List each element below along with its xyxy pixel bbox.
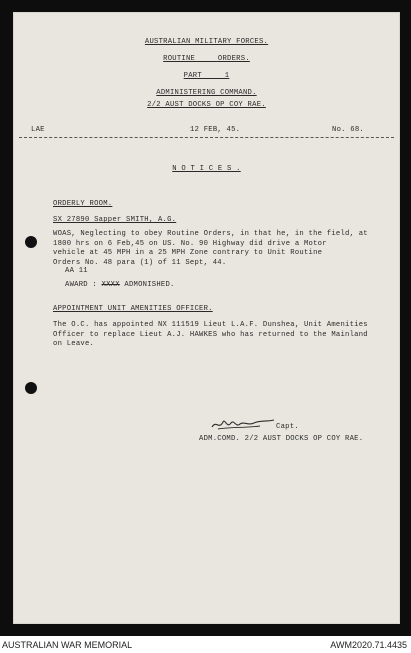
header-line-2: ROUTINE ORDERS. (163, 55, 250, 63)
notices-title: N O T I C E S . (172, 165, 241, 173)
signature-rank: Capt. (276, 423, 299, 431)
header-line-3: PART 1 (183, 72, 230, 80)
document-page (13, 12, 400, 624)
reference-code: AA 11 (65, 267, 88, 275)
section-heading-appointment: APPOINTMENT UNIT AMENITIES OFFICER. (53, 305, 213, 313)
appointment-text: The O.C. has appointed NX 111519 Lieut L.A.F. Dunshea, Unit Amenities Officer to replace Lieut A.J. HAWKES who has returned to the Mainland on Leave. (53, 321, 368, 348)
footer-institution: AUSTRALIAN WAR MEMORIAL (2, 640, 133, 650)
punch-hole-top (25, 236, 37, 248)
punch-hole-bottom (25, 382, 37, 394)
footer-accession-number: AWM2020.71.4435 (330, 640, 407, 650)
award-line (65, 281, 175, 291)
award-label: AWARD : (65, 281, 97, 289)
award-struck: XXXX (101, 281, 120, 289)
signature-title: ADM.COMD. 2/2 AUST DOCKS OP COY RAE. (199, 435, 364, 443)
footer-bar (0, 636, 411, 653)
order-date: 12 FEB, 45. (190, 126, 241, 134)
charge-text: WOAS, Neglecting to obey Routine Orders, in that he, in the field, at 1800 hrs on 6 Feb,45 on US. No. 90 Highway did drive a Motor vehicle at 45 MPH in a 25 MPH Zone contrary to Unit Routine Orders No. 48 para (1) of 11 Sept, 44. (53, 230, 368, 267)
location: LAE (31, 126, 45, 134)
divider-line (19, 137, 394, 138)
award-value: ADMONISHED. (124, 281, 175, 289)
order-number: No. 68. (332, 126, 364, 134)
handwritten-signature (210, 416, 276, 432)
header-line-5: 2/2 AUST DOCKS OP COY RAE. (147, 101, 266, 109)
header-line-1: AUSTRALIAN MILITARY FORCES. (144, 38, 269, 46)
offender-name: SX 27890 Sapper SMITH, A.G. (53, 216, 177, 224)
section-heading-orderly-room: ORDERLY ROOM. (53, 200, 113, 208)
header-line-4: ADMINISTERING COMMAND. (156, 89, 257, 97)
